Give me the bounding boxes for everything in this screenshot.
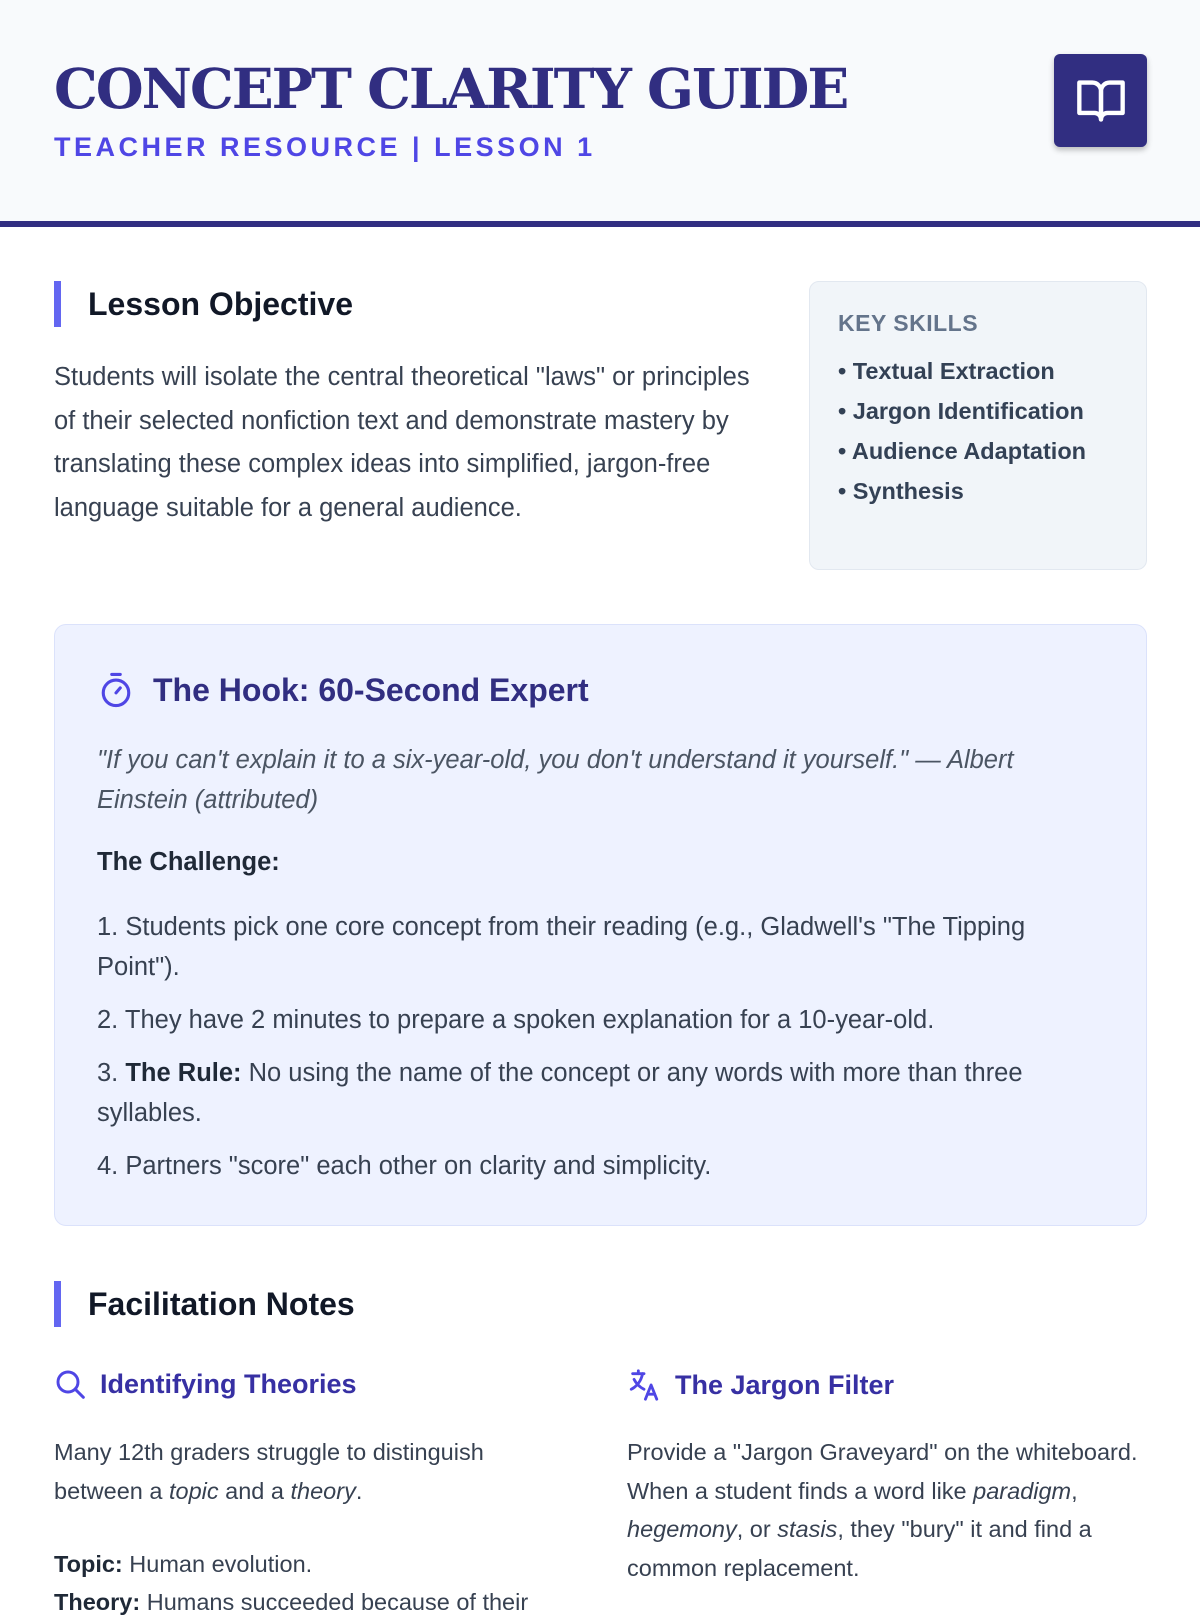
jargon-filter-title: The Jargon Filter bbox=[675, 1369, 895, 1400]
search-icon bbox=[54, 1368, 86, 1400]
topic-value: Human evolution. bbox=[122, 1551, 313, 1577]
page-subtitle: TEACHER RESOURCE | LESSON 1 bbox=[54, 132, 596, 162]
hook-title: The Hook: 60-Second Expert bbox=[153, 671, 589, 708]
theories-text-part: . bbox=[355, 1477, 363, 1504]
theories-text-part: and a bbox=[218, 1477, 291, 1504]
key-skill-item: • Textual Extraction bbox=[838, 358, 1055, 384]
topic-word: topic bbox=[168, 1477, 219, 1504]
challenge-step-1: 1. Students pick one core concept from their reading (e.g., Gladwell's "The Tipping Point"). bbox=[97, 913, 1026, 981]
hook-card bbox=[54, 624, 1147, 1226]
jargon-word: stasis bbox=[777, 1516, 838, 1542]
identifying-theories-title: Identifying Theories bbox=[100, 1368, 357, 1399]
jargon-text-part: , or bbox=[736, 1516, 778, 1542]
identifying-theories-text bbox=[54, 1433, 554, 1510]
jargon-text-part: , bbox=[1071, 1477, 1078, 1504]
challenge-step-4: 4. Partners "score" each other on clarity and simplicity. bbox=[97, 1152, 712, 1180]
topic-label: Topic: bbox=[54, 1551, 123, 1577]
key-skill-item: • Jargon Identification bbox=[838, 398, 1084, 424]
theories-text-part: Many 12th graders struggle to distinguish between a bbox=[54, 1439, 484, 1504]
challenge-label: The Challenge: bbox=[97, 848, 280, 876]
hook-title-row bbox=[99, 671, 589, 709]
lesson-objective-heading: Lesson Objective bbox=[54, 281, 353, 327]
facilitation-notes-heading: Facilitation Notes bbox=[54, 1281, 355, 1327]
key-skill-item: • Audience Adaptation bbox=[838, 438, 1087, 464]
jargon-text-part: Provide a "Jargon Graveyard" on the whiteboard. When a student finds a word like bbox=[627, 1439, 1138, 1504]
open-book-icon bbox=[1075, 78, 1127, 124]
theory-value: Humans succeeded because of their bbox=[140, 1589, 529, 1615]
stopwatch-icon bbox=[99, 671, 133, 709]
step-number: 3. bbox=[97, 1059, 126, 1087]
jargon-word: paradigm bbox=[973, 1477, 1072, 1504]
logo-badge bbox=[1054, 54, 1147, 147]
rule-text: No using the name of the concept or any words with more than three syllables. bbox=[97, 1059, 1023, 1127]
theory-word: theory bbox=[290, 1477, 356, 1504]
key-skills-label: KEY SKILLS bbox=[838, 310, 979, 336]
jargon-filter-title-row bbox=[627, 1368, 894, 1402]
hook-quote: "If you can't explain it to a six-year-old, you don't understand it yourself." — Albert Einstein (attributed) bbox=[97, 746, 1014, 814]
lesson-objective-text: Students will isolate the central theoretical "laws" or principles of their selected nonfiction text and demonstrate mastery by translating these complex ideas into simplified, jargon-free language suitable for a general audience. bbox=[54, 363, 750, 522]
jargon-text-part: , they "bury" it and find a common replacement. bbox=[627, 1516, 1092, 1581]
key-skills-card bbox=[809, 281, 1147, 570]
topic-example bbox=[54, 1545, 554, 1584]
page-title: CONCEPT CLARITY GUIDE bbox=[54, 56, 848, 121]
challenge-step-3 bbox=[97, 1053, 1107, 1133]
page-header bbox=[0, 0, 1200, 227]
key-skills-list bbox=[838, 351, 1146, 511]
jargon-word: hegemony bbox=[627, 1516, 737, 1542]
identifying-theories-title-row bbox=[54, 1368, 357, 1400]
challenge-step-2: 2. They have 2 minutes to prepare a spoken explanation for a 10-year-old. bbox=[97, 1006, 935, 1034]
jargon-filter-text bbox=[627, 1433, 1147, 1587]
key-skill-item: • Synthesis bbox=[838, 478, 964, 504]
translate-icon bbox=[627, 1368, 661, 1402]
theory-label: Theory: bbox=[54, 1589, 141, 1615]
theory-example bbox=[54, 1583, 554, 1622]
rule-label: The Rule: bbox=[125, 1059, 242, 1087]
